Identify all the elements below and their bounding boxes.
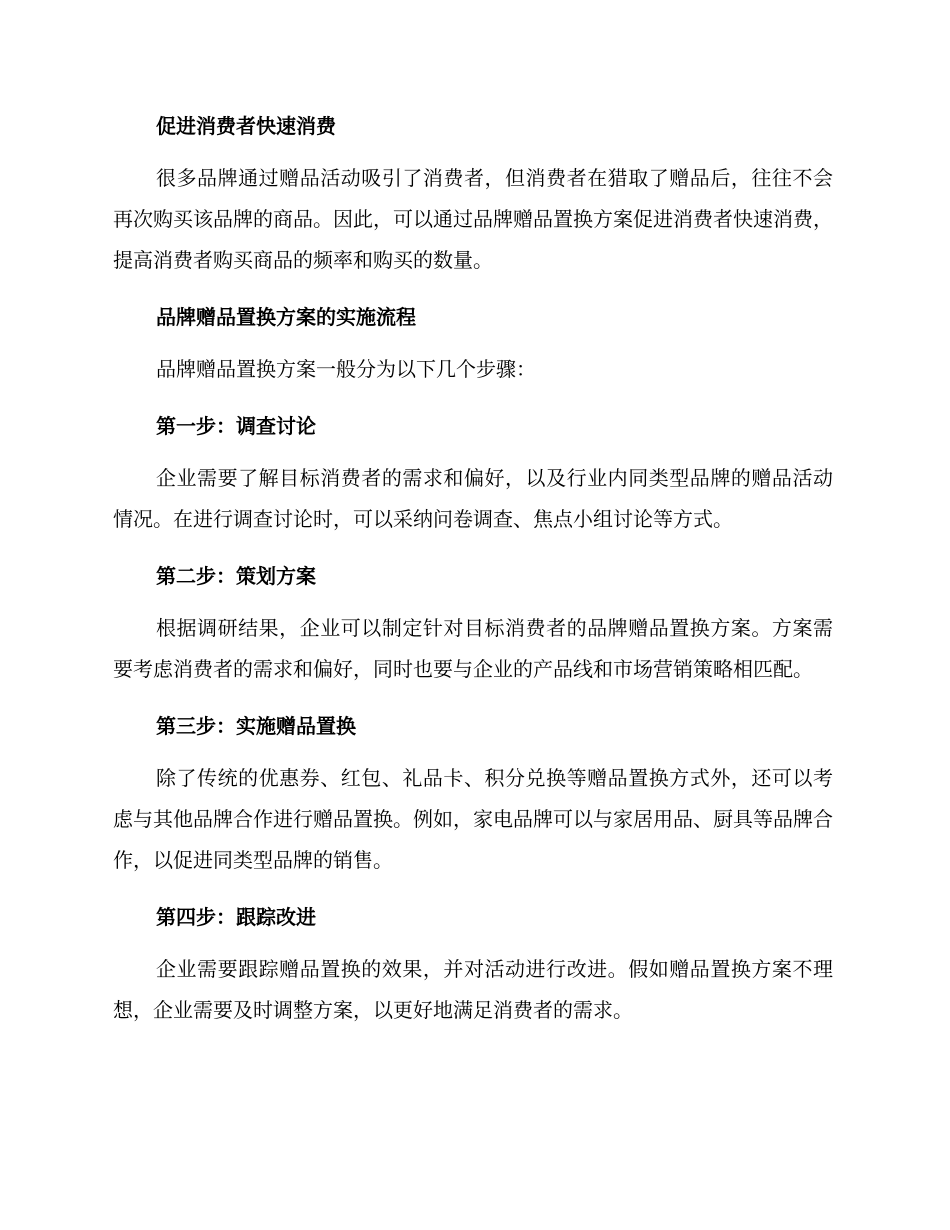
step3-heading: 第三步：实施赠品置换: [156, 714, 356, 738]
paragraph-consumption: 很多品牌通过赠品活动吸引了消费者，但消费者在猎取了赠品后，往往不会再次购买该品牌的商品。因此，可以通过品牌赠品置换方案促进消费者快速消费，提高消费者购买商品的频率和购买的数量。: [113, 166, 833, 272]
step1-paragraph: 企业需要了解目标消费者的需求和偏好，以及行业内同类型品牌的赠品活动情况。在进行调查讨论时，可以采纳问卷调查、焦点小组讨论等方式。: [113, 466, 833, 531]
step1-heading: 第一步：调查讨论: [156, 414, 316, 438]
section-heading-process: 品牌赠品置换方案的实施流程: [156, 305, 416, 329]
step4-heading: 第四步：跟踪改进: [156, 905, 316, 929]
step2-heading: 第二步：策划方案: [156, 564, 316, 588]
document-body: [113, 108, 833, 1031]
section-heading-consumption: 促进消费者快速消费: [156, 114, 336, 138]
step2-paragraph: 根据调研结果，企业可以制定针对目标消费者的品牌赠品置换方案。方案需要考虑消费者的需求和偏好，同时也要与企业的产品线和市场营销策略相匹配。: [113, 616, 833, 681]
step4-paragraph: 企业需要跟踪赠品置换的效果，并对活动进行改进。假如赠品置换方案不理想，企业需要及时调整方案，以更好地满足消费者的需求。: [113, 957, 833, 1022]
paragraph-process-intro: 品牌赠品置换方案一般分为以下几个步骤：: [156, 357, 536, 381]
step3-paragraph: 除了传统的优惠券、红包、礼品卡、积分兑换等赠品置换方式外，还可以考虑与其他品牌合作进行赠品置换。例如，家电品牌可以与家居用品、厨具等品牌合作，以促进同类型品牌的销售。: [113, 766, 833, 872]
